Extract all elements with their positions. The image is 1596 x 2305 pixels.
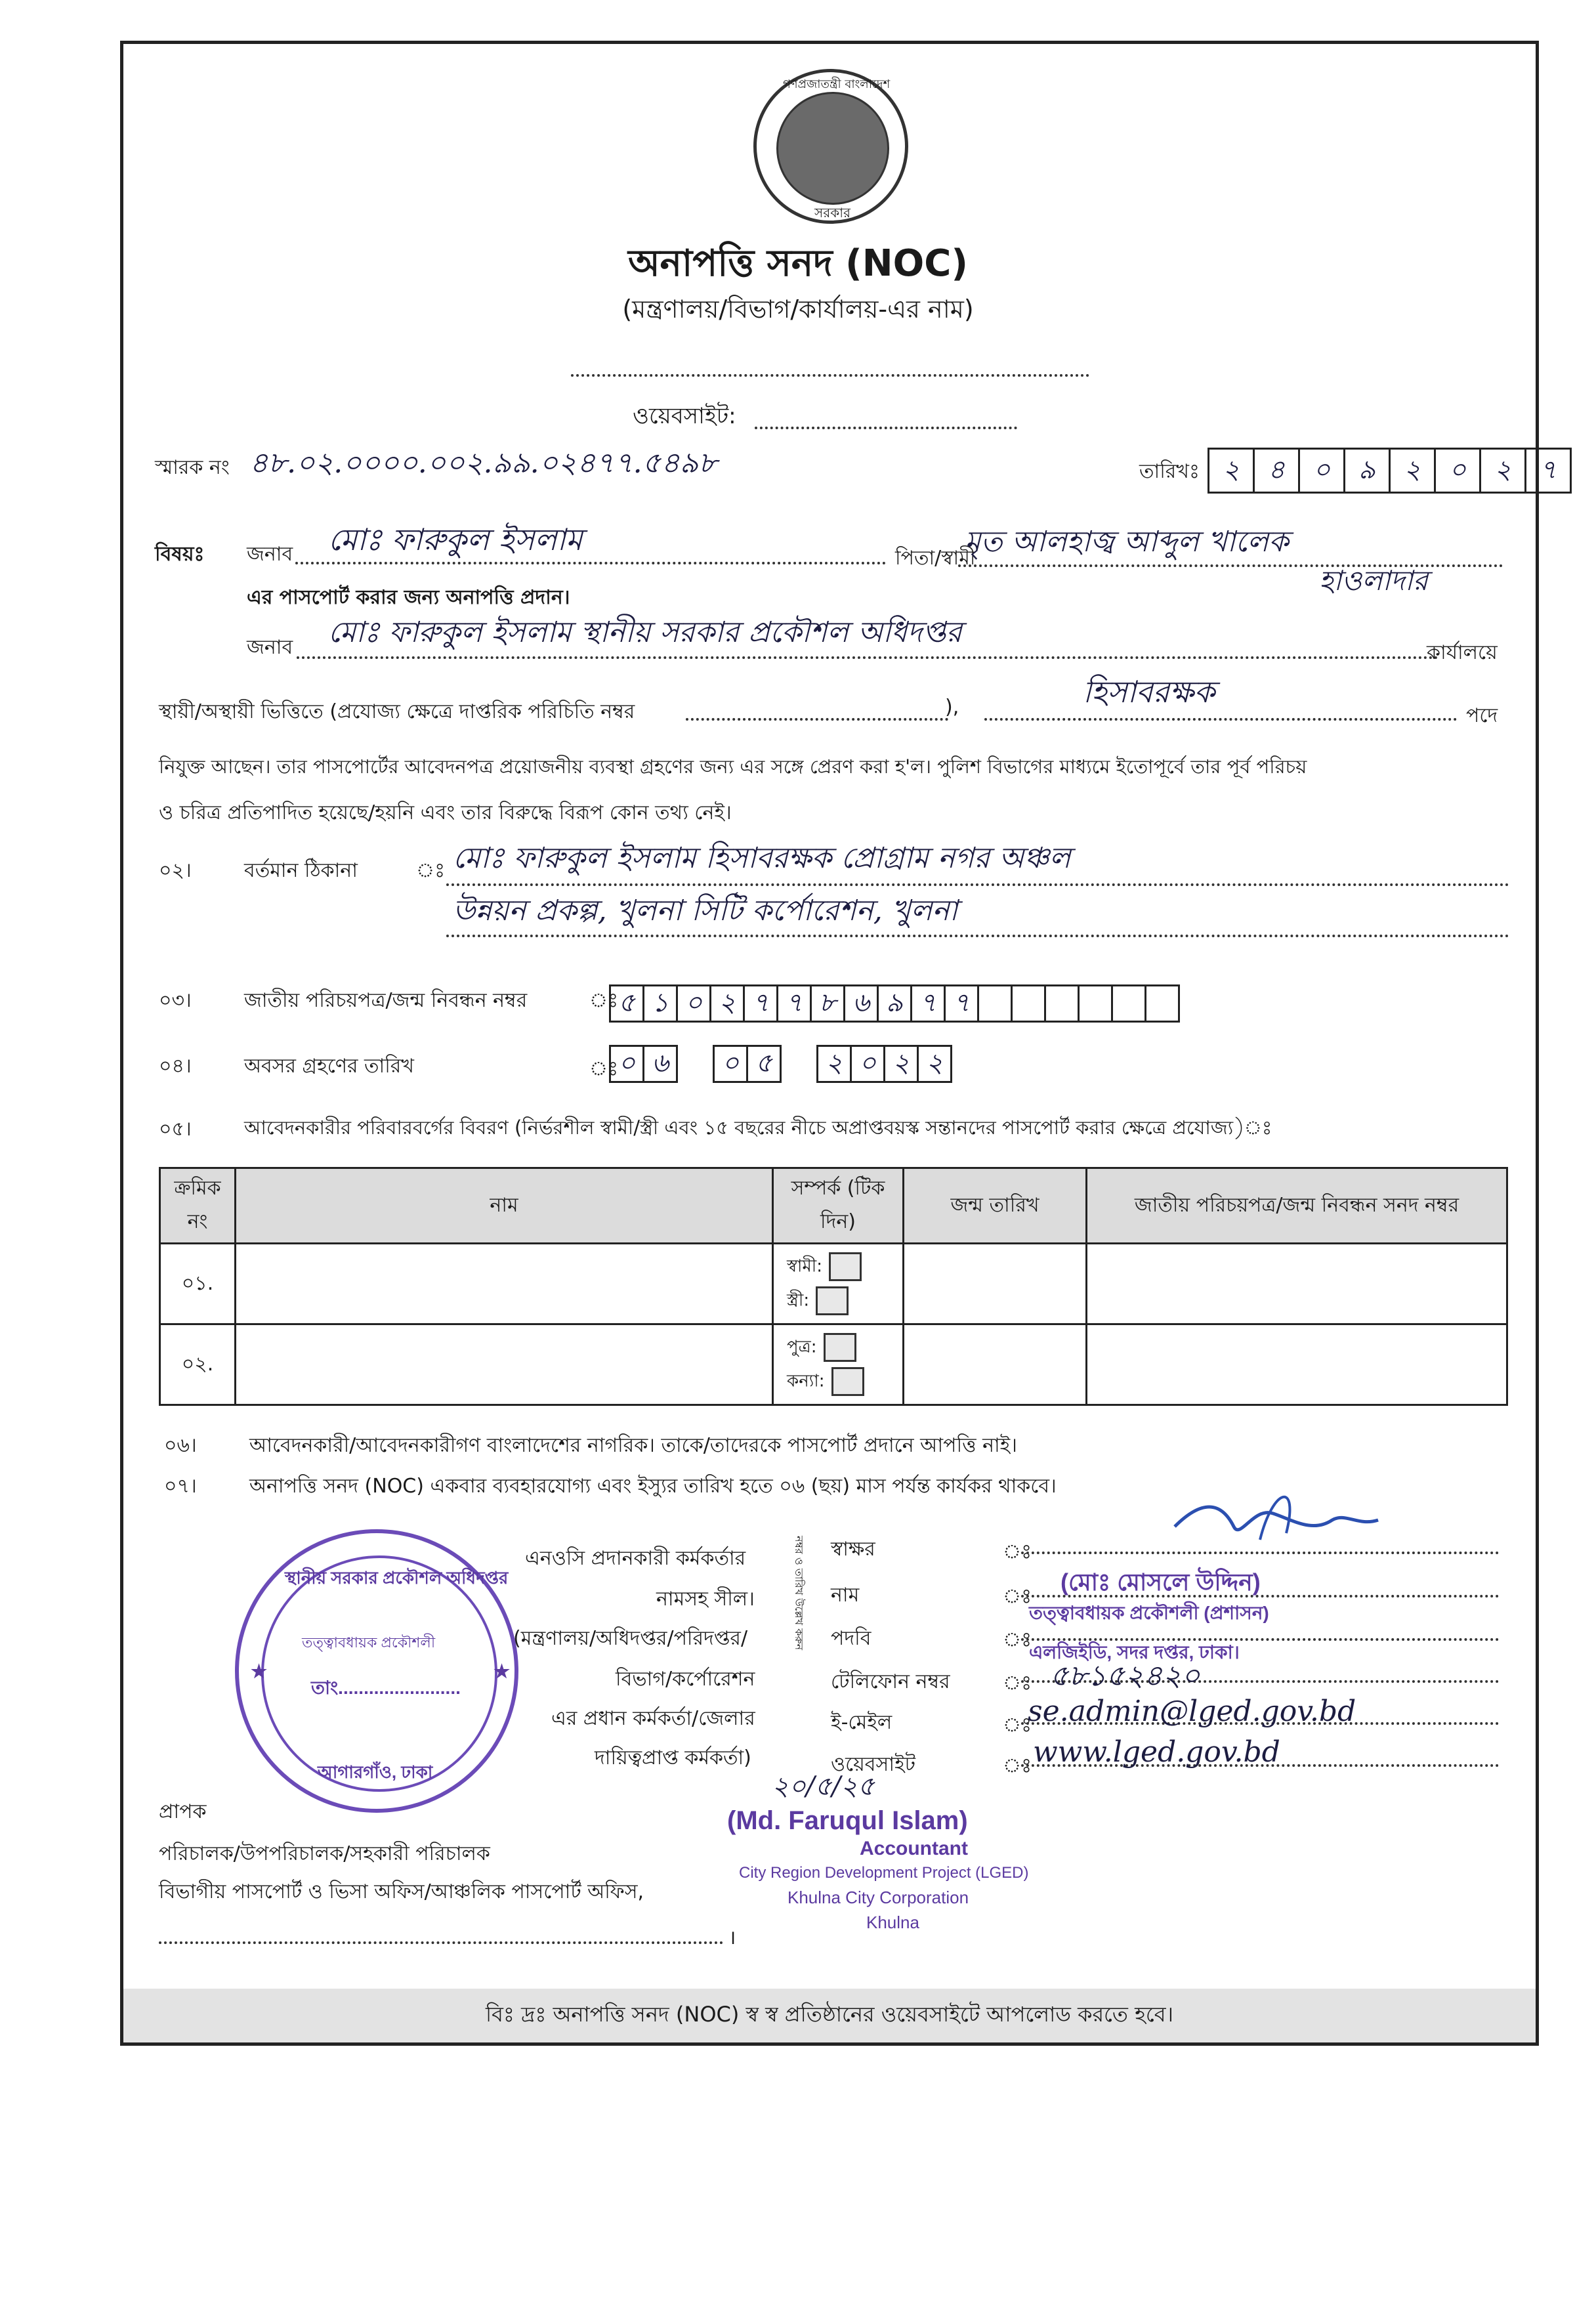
item-04-colon: ঃ (589, 1057, 619, 1080)
officer-stamp-office: এলজিইডি, সদর দপ্তর, ঢাকা। (1029, 1642, 1240, 1662)
item-06-number: ০৬। (164, 1434, 197, 1457)
emblem-bottom-text: সরকার (814, 205, 851, 221)
father-label: পিতা/স্বামী (895, 547, 976, 570)
field-name: নাম (831, 1584, 860, 1607)
nid-digit: ০ (676, 984, 711, 1023)
table-header-row (160, 1168, 1507, 1244)
body-line4: ও চরিত্র প্রতিপাদিত হয়েছে/হয়নি এবং তার বিরুদ্ধে বিরূপ কোন তথ্য নেই। (159, 801, 732, 824)
nid-digit: ৫ (609, 984, 644, 1023)
address-line-2: উন্নয়ন প্রকল্প, খুলনা সিটি কর্পোরেশন, খুলনা (453, 894, 958, 927)
recipient-line-1: পরিচালক/উপপরিচালক/সহকারী পরিচালক (159, 1842, 490, 1865)
field-website: ওয়েবসাইট (831, 1753, 915, 1776)
relation-checkbox[interactable] (831, 1367, 864, 1396)
row-dob (904, 1324, 1087, 1405)
col-dob: জন্ম তারিখ (904, 1168, 1087, 1244)
col-relation: সম্পর্ক (টিক দিন) (773, 1168, 904, 1244)
row-nid (1087, 1324, 1507, 1405)
nid-digit: ৬ (843, 984, 879, 1023)
date-digit: ২ (1389, 448, 1436, 494)
nid-digit: ৭ (944, 984, 979, 1023)
retire-boxes-year (816, 1045, 950, 1083)
retire-digit: ৬ (642, 1045, 678, 1083)
issuer-label-3: (মন্ত্রণালয়/অধিদপ্তর/পরিদপ্তর/ (513, 1627, 748, 1650)
ministry-name-blank (571, 354, 1089, 377)
website-label: ওয়েবসাইট: (633, 403, 736, 429)
page-title: অনাপত্তি সনদ (NOC) (628, 242, 968, 285)
item-04-label: অবসর গ্রহণের তারিখ (244, 1055, 414, 1078)
retire-digit: ০ (609, 1045, 644, 1083)
field-signature: স্বাক্ষর (831, 1538, 875, 1561)
item-07-text: অনাপত্তি সনদ (NOC) একবার ব্যবহারযোগ্য এবং ইস্যুর তারিখ হতে ০৬ (ছয়) মাস পর্যন্ত কার্যকর থাকবে। (249, 1475, 1057, 1498)
accountant-org: Khulna City Corporation (788, 1888, 969, 1907)
family-table (159, 1167, 1508, 1406)
retire-digit: ২ (816, 1045, 852, 1083)
office-suffix: কার্যালয়ে (1427, 641, 1498, 664)
recipient-blank (159, 1934, 723, 1944)
col-name: নাম (236, 1168, 773, 1244)
table-row (160, 1324, 1507, 1405)
retire-boxes-day (609, 1045, 676, 1083)
relation-label: স্ত্রী: (787, 1290, 810, 1311)
item-07-number: ০৭। (164, 1475, 197, 1498)
nid-digit: ৭ (743, 984, 778, 1023)
accountant-name: (Md. Faruqul Islam) (727, 1806, 968, 1835)
relation-checkbox[interactable] (816, 1286, 849, 1315)
retire-digit: ৫ (746, 1045, 782, 1083)
field-designation: পদবি (831, 1627, 872, 1650)
col-serial: ক্রমিক নং (160, 1168, 236, 1244)
office-name: মোঃ ফারুকুল ইসলাম স্থানীয় সরকার প্রকৌশল অধিদপ্তর (328, 616, 962, 649)
accountant-project: City Region Development Project (LGED) (739, 1864, 1029, 1882)
retire-boxes-month (713, 1045, 780, 1083)
row-serial: ০১. (160, 1244, 236, 1324)
footer-text: বিঃ দ্রঃ অনাপত্তি সনদ (NOC) স্ব স্ব প্রতিষ্ঠানের ওয়েবসাইটে আপলোড করতে হবে। (485, 2002, 1174, 2027)
post-suffix: পদে (1466, 704, 1498, 727)
colon: ঃ (1003, 1672, 1032, 1695)
item-05-label: আবেদনকারীর পরিবারবর্গের বিবরণ (নির্ভরশীল স্বামী/স্ত্রী এবং ১৫ বছরের নীচে অপ্রাপ্তবয়স্ক সন্তানদের পাসপোর্ট করার ক্ষেত্রে প্রযোজ্য)ঃ (244, 1116, 1272, 1139)
subject-suffix: এর পাসপোর্ট করার জন্য অনাপত্তি প্রদান। (247, 586, 570, 609)
seal-star-icon: ★ (494, 1661, 511, 1681)
website-blank (755, 407, 1017, 429)
item-03-colon: ঃ (589, 989, 619, 1012)
row-relation (773, 1324, 904, 1405)
nid-digit (1044, 984, 1080, 1023)
government-emblem (753, 69, 908, 224)
father-name-2: হাওলাদার (1319, 564, 1428, 597)
seal-inner-label: তত্ত্বাবধায়ক প্রকৌশলী (302, 1634, 436, 1651)
officer-stamp-name: (মোঃ মোসলে উদ্দিন) (1060, 1569, 1261, 1596)
nid-digit (977, 984, 1013, 1023)
date-digit: ৭ (1524, 448, 1572, 494)
item-06-text: আবেদনকারী/আবেদনকারীগণ বাংলাদেশের নাগরিক। তাকে/তাদেরকে পাসপোর্ট প্রদানে আপত্তি নাই। (249, 1434, 1018, 1457)
field-phone: টেলিফোন নম্বর (831, 1670, 950, 1693)
item-03-number: ০৩। (159, 989, 192, 1012)
nid-digit: ৯ (877, 984, 912, 1023)
id-blank (686, 709, 948, 721)
colon: ঃ (1003, 1714, 1032, 1737)
email-value: se.admin@lged.gov.bd (1028, 1695, 1356, 1728)
relation-checkbox[interactable] (829, 1252, 862, 1281)
date-digit: ০ (1298, 448, 1345, 494)
field-email: ই-মেইল (831, 1711, 892, 1734)
item-04-number: ০৪। (159, 1055, 192, 1078)
website-value: www.lged.gov.bd (1033, 1735, 1280, 1769)
relation-label: পুত্র: (787, 1337, 817, 1357)
nid-digit: ৮ (810, 984, 845, 1023)
date-digit: ২ (1208, 448, 1255, 494)
accountant-title: Accountant (860, 1838, 968, 1859)
memo-label: স্মারক নং (155, 456, 230, 479)
item-02-colon: ঃ (416, 859, 446, 882)
seal-ring-top: স্থানীয় সরকার প্রকৌশল অধিদপ্তর (285, 1568, 509, 1588)
row-dob (904, 1244, 1087, 1324)
accountant-city: Khulna (866, 1913, 919, 1932)
issuer-label-6: দায়িত্বপ্রাপ্ত কর্মকর্তা) (595, 1746, 751, 1769)
relation-checkbox[interactable] (824, 1333, 856, 1362)
row-serial: ০২. (160, 1324, 236, 1405)
applicant-name: মোঃ ফারুকুল ইসলাম (328, 522, 583, 557)
seal-ring-bottom: আগারগাঁও, ঢাকা (318, 1762, 433, 1782)
nid-boxes (609, 984, 1178, 1023)
recipient-label: প্রাপক (159, 1800, 207, 1823)
recipient-line-2: বিভাগীয় পাসপোর্ট ও ভিসা অফিস/আঞ্চলিক পাসপোর্ট অফিস, (159, 1880, 644, 1903)
row-name (236, 1244, 773, 1324)
row-relation (773, 1244, 904, 1324)
emblem-ring-text: গণপ্রজাতন্ত্রী বাংলাদেশ (783, 77, 891, 91)
post-name: হিসাবরক্ষক (1083, 674, 1215, 709)
retire-digit: ২ (883, 1045, 919, 1083)
retire-digit: ০ (850, 1045, 885, 1083)
date-boxes (1208, 448, 1570, 494)
department-seal (235, 1529, 518, 1813)
issuer-label-5: এর প্রধান কর্মকর্তা/জেলার (551, 1707, 755, 1730)
item-03-label: জাতীয় পরিচয়পত্র/জন্ম নিবন্ধন নম্বর (244, 989, 528, 1012)
subject-janab: জনাব (247, 543, 293, 566)
row-nid (1087, 1244, 1507, 1324)
col-nid: জাতীয় পরিচয়পত্র/জন্ম নিবন্ধন সনদ নম্বর (1087, 1168, 1507, 1244)
nid-digit (1011, 984, 1046, 1023)
footer-note (123, 1989, 1536, 2042)
table-row (160, 1244, 1507, 1324)
officer-signature (1162, 1481, 1411, 1553)
officer-stamp-title: তত্ত্বাবধায়ক প্রকৌশলী (প্রশাসন) (1029, 1603, 1269, 1623)
colon: ঃ (1003, 1754, 1032, 1777)
date-label: তারিখঃ (1139, 460, 1200, 483)
seal-star-icon: ★ (251, 1661, 268, 1681)
nid-digit (1144, 984, 1180, 1023)
body-janab: জনাব (247, 636, 293, 659)
body-line3: নিযুক্ত আছেন। তার পাসপোর্টের আবেদনপত্র প্রয়োজনীয় ব্যবস্থা গ্রহণের জন্য এর সঙ্গে প্রেরণ করা হ'ল। পুলিশ বিভাগের মাধ্যমে ইতোপূর্বে তার পূর্ব পরিচয় (159, 755, 1307, 778)
body-line2-mid: ), (945, 696, 959, 719)
subject-label: বিষয়ঃ (155, 543, 205, 566)
page-subtitle: (মন্ত্রণালয়/বিভাগ/কার্যালয়-এর নাম) (622, 295, 974, 324)
date-digit: ২ (1479, 448, 1526, 494)
father-name-1: মৃত আলহাজ্ব আব্দুল খালেক (965, 525, 1289, 559)
nid-digit (1078, 984, 1113, 1023)
relation-label: স্বামী: (787, 1256, 822, 1276)
address-underline-1 (446, 877, 1509, 886)
colon: ঃ (1003, 1628, 1032, 1651)
nid-digit (1111, 984, 1146, 1023)
post-blank (984, 709, 1457, 721)
relation-label: কন্যা: (787, 1371, 825, 1391)
body-line2: স্থায়ী/অস্থায়ী ভিত্তিতে (প্রযোজ্য ক্ষেত্রে দাপ্তরিক পরিচিতি নম্বর (159, 700, 635, 723)
item-02-label: বর্তমান ঠিকানা (244, 859, 358, 882)
vertical-note: নম্বর ও তারিখ উল্লেখ করুন (793, 1536, 805, 1651)
row-name (236, 1324, 773, 1405)
address-underline-2 (446, 928, 1509, 937)
colon: ঃ (1003, 1585, 1032, 1608)
date-digit: ৪ (1253, 448, 1300, 494)
item-05-number: ০৫। (159, 1118, 192, 1141)
nid-digit: ২ (709, 984, 745, 1023)
phone-value: ৫৮১৫২৪২০ (1050, 1659, 1200, 1693)
issuer-label-1: এনওসি প্রদানকারী কর্মকর্তার (525, 1547, 746, 1570)
issuer-label-4: বিভাগ/কর্পোরেশন (616, 1668, 755, 1691)
date-digit: ৯ (1343, 448, 1391, 494)
colon: ঃ (1003, 1540, 1032, 1563)
nid-digit: ৭ (910, 984, 946, 1023)
accountant-signature-date: ২০/৫/২৫ (772, 1771, 875, 1802)
item-02-number: ০২। (159, 859, 192, 882)
nid-digit: ১ (642, 984, 678, 1023)
issuer-label-2: নামসহ সীল। (656, 1588, 755, 1611)
nid-digit: ৭ (776, 984, 812, 1023)
recipient-line-3: । (728, 1926, 736, 1949)
seal-inner-sign: তাং........................ (311, 1678, 461, 1698)
date-digit: ০ (1434, 448, 1481, 494)
retire-digit: ০ (713, 1045, 748, 1083)
retire-digit: ২ (917, 1045, 952, 1083)
memo-number: ৪৮.০২.০০০০.০০২.৯৯.০২৪৭৭.৫৪৯৮ (249, 446, 717, 480)
address-line-1: মোঃ ফারুকুল ইসলাম হিসাবরক্ষক প্রোগ্রাম নগর অঞ্চল (453, 841, 1071, 875)
